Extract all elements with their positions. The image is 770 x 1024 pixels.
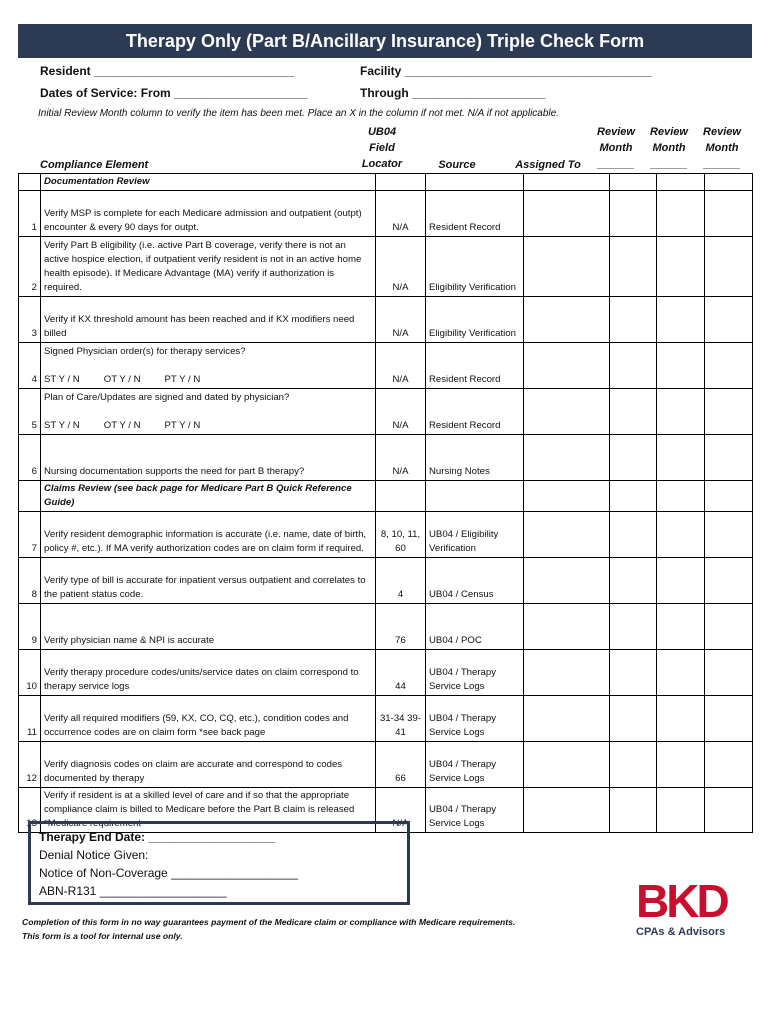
col-ub04: UB04 Field Locator [361,126,403,170]
ub04-field-locator: 76 [376,604,426,650]
footer-note [22,915,515,943]
review-month-1-cell[interactable] [610,650,657,696]
yn-option[interactable]: OT Y / N [103,374,141,385]
compliance-element [41,696,376,742]
source-cell: Resident Record [426,389,524,435]
compliance-element [41,742,376,788]
compliance-element [41,604,376,650]
denial-notice-label: Denial Notice Given: [39,848,149,862]
review-month-1-cell[interactable] [610,237,657,297]
resident-field[interactable]: Resident ______________________________ [40,64,295,78]
source-cell: UB04 / Therapy Service Logs [426,696,524,742]
review-month-3-cell[interactable] [705,696,753,742]
review-month-1-cell[interactable] [610,742,657,788]
source-cell: UB04 / Therapy Service Logs [426,650,524,696]
assigned-to-cell[interactable] [524,604,610,650]
blank-cell [524,174,610,191]
row-number-cell [19,481,41,512]
assigned-to-cell[interactable] [524,788,610,833]
review-month-1-cell[interactable] [610,558,657,604]
row-number: 8 [19,558,41,604]
yes-no-options [44,419,372,433]
review-month-3-cell[interactable] [705,191,753,237]
therapy-end-date-field[interactable]: Therapy End Date: ___________________ [39,830,276,844]
element-text: Verify MSP is complete for each Medicare admission and outpatient (outpt) encounter & every 90 days for outpt. [44,208,362,233]
col-compliance: Compliance Element [40,159,149,171]
section-label: Claims Review (see back page for Medicare Part B Quick Reference Guide) [41,481,376,512]
source-cell: Nursing Notes [426,435,524,481]
blank-cell [524,481,610,512]
compliance-element [41,650,376,696]
element-text: Plan of Care/Updates are signed and dated by physician? [44,392,290,403]
compliance-element [41,343,376,389]
review-month-1-cell[interactable] [610,512,657,558]
yn-option[interactable]: OT Y / N [103,420,141,431]
dates-from-field[interactable]: Dates of Service: From ____________________ [40,86,308,100]
element-text: Verify if KX threshold amount has been reached and if KX modifiers need billed [44,314,355,339]
row-number: 3 [19,297,41,343]
yn-option[interactable]: PT Y / N [164,374,201,385]
review-month-1-cell[interactable] [610,696,657,742]
yn-option[interactable]: PT Y / N [164,420,201,431]
element-text: Verify physician name & NPI is accurate [44,635,215,646]
review-month-3-cell[interactable] [705,512,753,558]
ub04-field-locator: N/A [376,389,426,435]
ub04-field-locator: 66 [376,742,426,788]
source-cell: Resident Record [426,343,524,389]
blank-cell [657,174,705,191]
non-coverage-field[interactable]: Notice of Non-Coverage ___________________ [39,866,298,880]
row-number: 4 [19,343,41,389]
col-assigned: Assigned To [515,159,581,171]
compliance-element [41,237,376,297]
compliance-element [41,389,376,435]
review-month-3-cell[interactable] [705,297,753,343]
table-row [19,604,753,650]
review-month-2-cell[interactable] [657,558,705,604]
blank-cell [426,481,524,512]
table-row [19,512,753,558]
yes-no-options [44,373,372,387]
table-row [19,696,753,742]
section-documentation-review [19,174,753,191]
review-month-3-cell[interactable] [705,604,753,650]
source-cell: UB04 / Census [426,558,524,604]
ub04-field-locator: N/A [376,191,426,237]
row-number: 13 [19,788,41,833]
row-number: 12 [19,742,41,788]
review-month-1-cell[interactable] [610,435,657,481]
source-cell: UB04 / Therapy Service Logs [426,788,524,833]
source-cell: Eligibility Verification [426,297,524,343]
blank-cell [705,174,753,191]
source-cell: UB04 / Eligibility Verification [426,512,524,558]
review-month-1-cell[interactable] [610,389,657,435]
table-row [19,558,753,604]
col-review-2[interactable]: Review Month ______ [650,126,688,170]
review-month-1-cell[interactable] [610,788,657,833]
blank-cell [610,174,657,191]
element-text: Verify all required modifiers (59, KX, CO, CQ, etc.), condition codes and occurrence codes are on claim form *see back page [44,713,349,738]
blank-cell [705,481,753,512]
row-number: 11 [19,696,41,742]
row-number: 7 [19,512,41,558]
source-cell: Resident Record [426,191,524,237]
row-number: 2 [19,237,41,297]
ub04-field-locator: N/A [376,435,426,481]
review-month-2-cell[interactable] [657,435,705,481]
table-row [19,191,753,237]
blank-cell [376,174,426,191]
assigned-to-cell[interactable] [524,742,610,788]
review-month-3-cell[interactable] [705,435,753,481]
review-month-2-cell[interactable] [657,237,705,297]
review-month-3-cell[interactable] [705,742,753,788]
review-month-2-cell[interactable] [657,742,705,788]
compliance-table [18,173,753,833]
assigned-to-cell[interactable] [524,389,610,435]
blank-cell [426,174,524,191]
review-month-3-cell[interactable] [705,237,753,297]
section-claims-review [19,481,753,512]
assigned-to-cell[interactable] [524,435,610,481]
table-row [19,343,753,389]
review-month-2-cell[interactable] [657,512,705,558]
col-review-1[interactable]: Review Month ______ [597,126,635,170]
bkd-logo [636,875,746,942]
source-cell: UB04 / Therapy Service Logs [426,742,524,788]
compliance-element [41,297,376,343]
compliance-element [41,512,376,558]
row-number: 9 [19,604,41,650]
therapy-end-box [28,821,410,905]
table-row [19,389,753,435]
review-month-3-cell[interactable] [705,650,753,696]
row-number: 1 [19,191,41,237]
element-text: Verify resident demographic information is accurate (i.e. name, date of birth, policy #, etc.). If MA verify authorization codes are on claim form if required. [44,529,367,554]
table-row [19,742,753,788]
assigned-to-cell[interactable] [524,512,610,558]
table-row [19,650,753,696]
facility-field[interactable]: Facility _____________________________________ [360,64,652,78]
row-number: 5 [19,389,41,435]
source-cell: Eligibility Verification [426,237,524,297]
yn-option[interactable]: ST Y / N [44,374,80,385]
element-text: Verify type of bill is accurate for inpatient versus outpatient and correlates to the patient status code. [44,575,366,600]
review-month-1-cell[interactable] [610,297,657,343]
section-label: Documentation Review [41,174,376,191]
compliance-element [41,191,376,237]
compliance-element [41,435,376,481]
review-month-3-cell[interactable] [705,389,753,435]
element-text: Nursing documentation supports the need for part B therapy? [44,466,305,477]
table-row [19,435,753,481]
review-month-2-cell[interactable] [657,343,705,389]
review-month-3-cell[interactable] [705,788,753,833]
assigned-to-cell[interactable] [524,558,610,604]
element-text: Verify if resident is at a skilled level of care and if so that the appropriate compliance claim is billed to Medicare before the Part B claim is released *Medicare requirement [44,790,355,829]
review-month-3-cell[interactable] [705,558,753,604]
table-row [19,237,753,297]
assigned-to-cell[interactable] [524,650,610,696]
assigned-to-cell[interactable] [524,696,610,742]
assigned-to-cell[interactable] [524,297,610,343]
through-field[interactable]: Through ____________________ [360,86,546,100]
review-month-2-cell[interactable] [657,788,705,833]
blank-cell [376,481,426,512]
review-month-2-cell[interactable] [657,191,705,237]
footer-line-1: Completion of this form in no way guarantees payment of the Medicare claim or compliance with Medicare requirements. [22,917,516,927]
blank-cell [610,481,657,512]
element-text: Verify diagnosis codes on claim are accurate and correspond to codes documented by therapy [44,759,343,784]
element-text: Verify Part B eligibility (i.e. active Part B coverage, verify there is not an active hospice election, if outpatient verify resident is not in an active home health episode). If Medicare Advantage (MA) verify if authorization is required. [44,240,362,293]
assigned-to-cell[interactable] [524,237,610,297]
col-source: Source [438,159,476,171]
ub04-field-locator: N/A [376,788,426,833]
ub04-field-locator: N/A [376,297,426,343]
element-text: Signed Physician order(s) for therapy services? [44,346,246,357]
row-number-cell [19,174,41,191]
row-number: 6 [19,435,41,481]
compliance-element [41,558,376,604]
abn-field[interactable]: ABN-R131 ___________________ [39,884,227,898]
row-number: 10 [19,650,41,696]
ub04-field-locator: 8, 10, 11, 60 [376,512,426,558]
logo-tagline: CPAs & Advisors [636,926,726,938]
instructions: Initial Review Month column to verify the item has been met. Place an X in the column if not met. N/A if not applicable. [38,108,559,119]
element-text: Verify therapy procedure codes/units/service dates on claim correspond to therapy service logs [44,667,359,692]
table-row [19,297,753,343]
col-review-3[interactable]: Review Month ______ [703,126,741,170]
review-month-2-cell[interactable] [657,696,705,742]
ub04-field-locator: N/A [376,343,426,389]
review-month-1-cell[interactable] [610,604,657,650]
footer-line-2: This form is a tool for internal use only. [22,931,183,941]
form-title: Therapy Only (Part B/Ancillary Insurance) Triple Check Form [18,24,752,58]
review-month-2-cell[interactable] [657,297,705,343]
ub04-field-locator: 4 [376,558,426,604]
assigned-to-cell[interactable] [524,191,610,237]
ub04-field-locator: 44 [376,650,426,696]
review-month-2-cell[interactable] [657,389,705,435]
review-month-2-cell[interactable] [657,604,705,650]
ub04-field-locator: 31-34 39-41 [376,696,426,742]
review-month-1-cell[interactable] [610,343,657,389]
review-month-1-cell[interactable] [610,191,657,237]
logo-brand: BKD [636,875,727,927]
review-month-2-cell[interactable] [657,650,705,696]
assigned-to-cell[interactable] [524,343,610,389]
source-cell: UB04 / POC [426,604,524,650]
review-month-3-cell[interactable] [705,343,753,389]
ub04-field-locator: N/A [376,237,426,297]
yn-option[interactable]: ST Y / N [44,420,80,431]
blank-cell [657,481,705,512]
